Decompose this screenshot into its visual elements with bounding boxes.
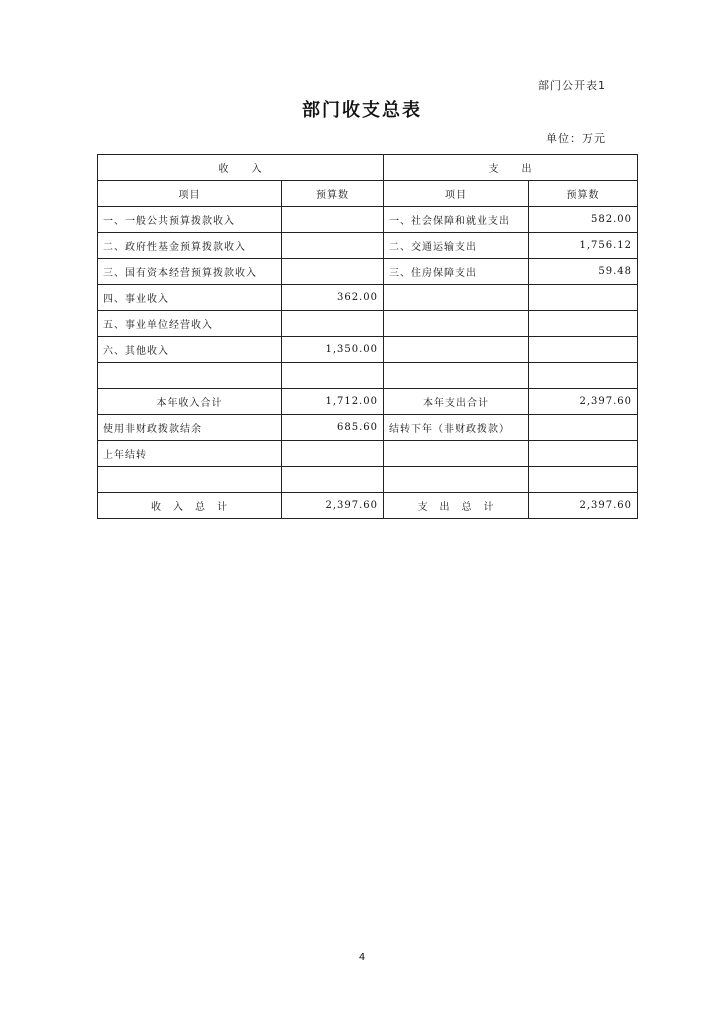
income-item: 四、事业收入 [98, 285, 282, 311]
income-item [98, 467, 282, 493]
subtotal-row [98, 389, 638, 415]
expense-item-header: 项目 [384, 181, 529, 207]
income-subtotal-amount: 1,712.00 [282, 389, 384, 415]
total-row [98, 493, 638, 519]
expense-amount [529, 441, 638, 467]
table-row [98, 467, 638, 493]
income-amount [282, 233, 384, 259]
expense-amount [529, 337, 638, 363]
table-row [98, 441, 638, 467]
expense-amount [529, 415, 638, 441]
page-title: 部门收支总表 [302, 100, 422, 121]
section-header-row [98, 155, 638, 181]
table-row [98, 207, 638, 233]
income-amount: 362.00 [282, 285, 384, 311]
table-row [98, 363, 638, 389]
document-code: 部门公开表1 [538, 79, 606, 92]
column-header-row [98, 181, 638, 207]
expense-item [384, 363, 529, 389]
expense-item: 结转下年（非财政拨款） [384, 415, 529, 441]
income-item: 五、事业单位经营收入 [98, 311, 282, 337]
table-row [98, 337, 638, 363]
income-item [98, 363, 282, 389]
expense-amount [529, 285, 638, 311]
table-row [98, 259, 638, 285]
income-item-header: 项目 [98, 181, 282, 207]
table-row [98, 415, 638, 441]
expense-amount [529, 311, 638, 337]
expense-total-label: 支 出 总 计 [384, 493, 529, 519]
unit-label: 单位：万元 [546, 132, 606, 145]
expense-subtotal-amount: 2,397.60 [529, 389, 638, 415]
expense-amount: 59.48 [529, 259, 638, 285]
income-item: 三、国有资本经营预算拨款收入 [98, 259, 282, 285]
income-section-header: 收 入 [98, 155, 384, 181]
income-item: 二、政府性基金预算拨款收入 [98, 233, 282, 259]
income-item: 六、其他收入 [98, 337, 282, 363]
income-subtotal-label: 本年收入合计 [98, 389, 282, 415]
income-item: 上年结转 [98, 441, 282, 467]
expense-amount: 582.00 [529, 207, 638, 233]
table-row [98, 233, 638, 259]
expense-item: 二、交通运输支出 [384, 233, 529, 259]
income-amount [282, 363, 384, 389]
expense-section-header: 支 出 [384, 155, 638, 181]
expense-item: 三、住房保障支出 [384, 259, 529, 285]
income-total-label: 收 入 总 计 [98, 493, 282, 519]
table-row [98, 311, 638, 337]
expense-item [384, 467, 529, 493]
expense-amount [529, 363, 638, 389]
income-amount [282, 207, 384, 233]
income-amount [282, 441, 384, 467]
expense-item [384, 441, 529, 467]
expense-budget-header: 预算数 [529, 181, 638, 207]
table-row [98, 285, 638, 311]
income-amount: 685.60 [282, 415, 384, 441]
budget-summary-table [97, 154, 638, 519]
expense-amount [529, 467, 638, 493]
expense-subtotal-label: 本年支出合计 [384, 389, 529, 415]
income-amount: 1,350.00 [282, 337, 384, 363]
page-number: 4 [358, 952, 366, 963]
income-amount [282, 467, 384, 493]
expense-item [384, 337, 529, 363]
income-amount [282, 259, 384, 285]
expense-item [384, 311, 529, 337]
income-item: 使用非财政拨款结余 [98, 415, 282, 441]
expense-item [384, 285, 529, 311]
expense-amount: 1,756.12 [529, 233, 638, 259]
expense-item: 一、社会保障和就业支出 [384, 207, 529, 233]
income-item: 一、一般公共预算拨款收入 [98, 207, 282, 233]
income-budget-header: 预算数 [282, 181, 384, 207]
income-amount [282, 311, 384, 337]
expense-total-amount: 2,397.60 [529, 493, 638, 519]
income-total-amount: 2,397.60 [282, 493, 384, 519]
